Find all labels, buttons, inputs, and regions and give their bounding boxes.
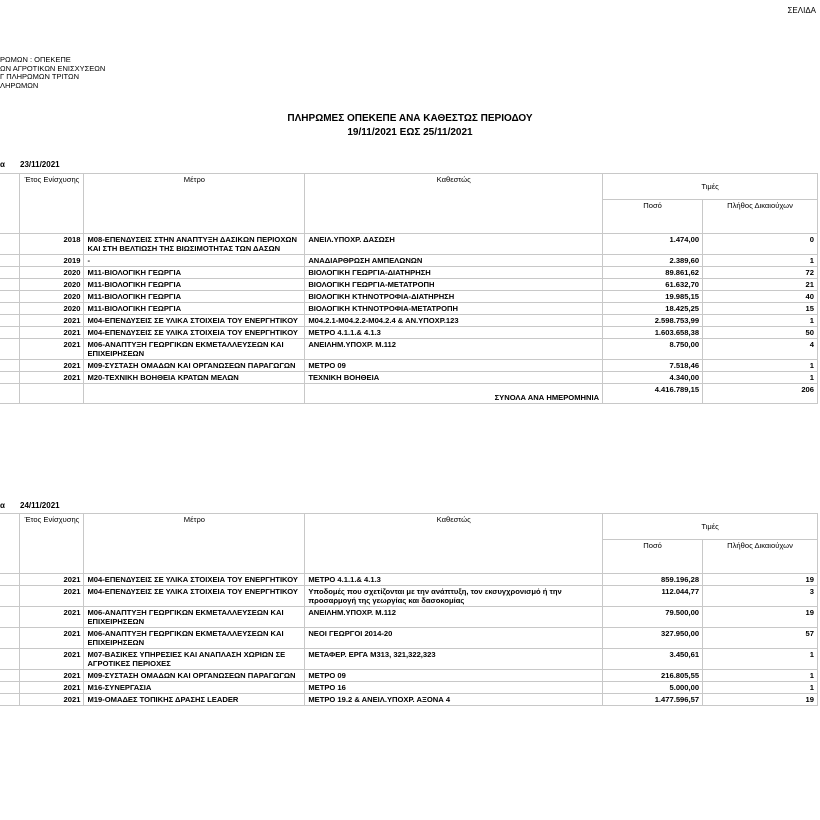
cell-status: ΒΙΟΛΟΓΙΚΗ ΚΤΗΝΟΤΡΟΦΙΑ-ΜΕΤΑΤΡΟΠΗ [305, 303, 603, 315]
header-amount: Ποσό [603, 200, 703, 234]
cell-measure: Μ11-ΒΙΟΛΟΓΙΚΗ ΓΕΩΡΓΙΑ [84, 291, 305, 303]
cell-amount: 2.598.753,99 [603, 315, 703, 327]
table-row [0, 303, 818, 315]
organization-header [0, 56, 105, 90]
row-spacer [20, 384, 84, 404]
cell-beneficiaries: 19 [703, 607, 818, 628]
cell-measure: Μ11-ΒΙΟΛΟΓΙΚΗ ΓΕΩΡΓΙΑ [84, 303, 305, 315]
cell-beneficiaries: 4 [703, 339, 818, 360]
cell-year: 2021 [20, 649, 84, 670]
cell-year: 2021 [20, 628, 84, 649]
cell-year: 2020 [20, 291, 84, 303]
row-spacer [0, 670, 20, 682]
page-label: ΣΕΛΙΔΑ [787, 6, 816, 15]
cell-year: 2021 [20, 694, 84, 706]
cell-amount: 8.750,00 [603, 339, 703, 360]
cell-year: 2021 [20, 586, 84, 607]
cell-status: ΒΙΟΛΟΓΙΚΗ ΚΤΗΝΟΤΡΟΦΙΑ-ΔΙΑΤΗΡΗΣΗ [305, 291, 603, 303]
table-row [0, 291, 818, 303]
cell-status: ΜΕΤΡΟ 4.1.1.& 4.1.3 [305, 574, 603, 586]
cell-amount: 1.603.658,38 [603, 327, 703, 339]
cell-status: ΝΕΟΙ ΓΕΩΡΓΟΙ 2014-20 [305, 628, 603, 649]
org-line: ΡΩΜΩΝ : ΟΠΕΚΕΠΕ [0, 55, 71, 64]
header-values: Τιμές [603, 514, 818, 540]
header-values: Τιμές [603, 174, 818, 200]
header-year: Έτος Ενίσχυσης [20, 514, 84, 574]
table-row [0, 327, 818, 339]
cell-beneficiaries: 1 [703, 372, 818, 384]
row-spacer [0, 649, 20, 670]
cell-year: 2021 [20, 574, 84, 586]
cell-amount: 79.500,00 [603, 607, 703, 628]
cell-beneficiaries: 57 [703, 628, 818, 649]
row-spacer [0, 303, 20, 315]
cell-measure: Μ04-ΕΠΕΝΔΥΣΕΙΣ ΣΕ ΥΛΙΚΑ ΣΤΟΙΧΕΙΑ ΤΟΥ ΕΝΕΡΓΗΤΙΚΟΥ [84, 586, 305, 607]
row-spacer [0, 682, 20, 694]
cell-status: ΜΕΤΡΟ 4.1.1.& 4.1.3 [305, 327, 603, 339]
totals-label: ΣΥΝΟΛΑ ΑΝΑ ΗΜΕΡΟΜΗΝΙΑ [305, 384, 603, 404]
header-amount: Ποσό [603, 540, 703, 574]
cell-status: ΑΝΕΙΛ.ΥΠΟΧΡ. ΔΑΣΩΣΗ [305, 234, 603, 255]
section-date-prefix: α [0, 160, 5, 169]
cell-amount: 859.196,28 [603, 574, 703, 586]
cell-beneficiaries: 1 [703, 315, 818, 327]
table-row [0, 315, 818, 327]
cell-amount: 5.000,00 [603, 682, 703, 694]
cell-measure: Μ11-ΒΙΟΛΟΓΙΚΗ ΓΕΩΡΓΙΑ [84, 267, 305, 279]
cell-year: 2021 [20, 360, 84, 372]
cell-status: ΑΝΕΙΛΗΜ.ΥΠΟΧΡ. Μ.112 [305, 607, 603, 628]
cell-status: ΜΕΤΡΟ 09 [305, 360, 603, 372]
cell-measure: Μ04-ΕΠΕΝΔΥΣΕΙΣ ΣΕ ΥΛΙΚΑ ΣΤΟΙΧΕΙΑ ΤΟΥ ΕΝΕΡΓΗΤΙΚΟΥ [84, 315, 305, 327]
table-row [0, 574, 818, 586]
cell-measure: Μ11-ΒΙΟΛΟΓΙΚΗ ΓΕΩΡΓΙΑ [84, 279, 305, 291]
cell-year: 2021 [20, 315, 84, 327]
cell-measure: Μ16-ΣΥΝΕΡΓΑΣΙΑ [84, 682, 305, 694]
cell-beneficiaries: 40 [703, 291, 818, 303]
cell-measure: Μ06-ΑΝΑΠΤΥΞΗ ΓΕΩΡΓΙΚΩΝ ΕΚΜΕΤΑΛΛΕΥΣΕΩΝ ΚΑΙ ΕΠΙΧΕΙΡΗΣΕΩΝ [84, 628, 305, 649]
table-row [0, 279, 818, 291]
cell-year: 2021 [20, 327, 84, 339]
table-row [0, 628, 818, 649]
cell-measure: Μ08-ΕΠΕΝΔΥΣΕΙΣ ΣΤΗΝ ΑΝΑΠΤΥΞΗ ΔΑΣΙΚΩΝ ΠΕΡΙΟΧΩΝ ΚΑΙ ΣΤΗ ΒΕΛΤΙΩΣΗ ΤΗΣ ΒΙΩΣΙΜΟΤΗΤΑΣ ΤΩΝ ΔΑΣΩΝ [84, 234, 305, 255]
header-beneficiaries: Πλήθος Δικαιούχων [703, 200, 818, 234]
cell-beneficiaries: 50 [703, 327, 818, 339]
table-row [0, 682, 818, 694]
cell-year: 2021 [20, 607, 84, 628]
cell-year: 2021 [20, 339, 84, 360]
row-spacer [0, 279, 20, 291]
cell-beneficiaries: 72 [703, 267, 818, 279]
table-row [0, 372, 818, 384]
report-period: 19/11/2021 ΕΩΣ 25/11/2021 [347, 127, 473, 138]
cell-amount: 2.389,60 [603, 255, 703, 267]
header-measure: Μέτρο [84, 514, 305, 574]
section-date: 23/11/2021 [20, 160, 60, 169]
cell-amount: 89.861,62 [603, 267, 703, 279]
cell-amount: 1.474,00 [603, 234, 703, 255]
cell-status: ΜΕΤΡΟ 09 [305, 670, 603, 682]
row-spacer [0, 339, 20, 360]
cell-amount: 216.805,55 [603, 670, 703, 682]
header-beneficiaries: Πλήθος Δικαιούχων [703, 540, 818, 574]
row-spacer [0, 267, 20, 279]
cell-amount: 327.950,00 [603, 628, 703, 649]
row-spacer [0, 234, 20, 255]
org-line: Γ ΠΛΗΡΩΜΩΝ ΤΡΙΤΩΝ [0, 72, 80, 82]
cell-measure: Μ20-ΤΕΧΝΙΚΗ ΒΟΗΘΕΙΑ ΚΡΑΤΩΝ ΜΕΛΩΝ [84, 372, 305, 384]
row-spacer [0, 327, 20, 339]
cell-measure: Μ06-ΑΝΑΠΤΥΞΗ ΓΕΩΡΓΙΚΩΝ ΕΚΜΕΤΑΛΛΕΥΣΕΩΝ ΚΑΙ ΕΠΙΧΕΙΡΗΣΕΩΝ [84, 607, 305, 628]
table-row [0, 234, 818, 255]
table-row [0, 694, 818, 706]
section-date-prefix: α [0, 501, 5, 510]
section-date: 24/11/2021 [20, 501, 60, 510]
cell-status: ΑΝΑΔΙΑΡΘΡΩΣΗ ΑΜΠΕΛΩΝΩΝ [305, 255, 603, 267]
cell-amount: 61.632,70 [603, 279, 703, 291]
cell-status: ΒΙΟΛΟΓΙΚΗ ΓΕΩΡΓΙΑ-ΜΕΤΑΤΡΟΠΗ [305, 279, 603, 291]
cell-status: ΜΕΤΡΟ 19.2 & ΑΝΕΙΛ.ΥΠΟΧΡ. ΑΞΟΝΑ 4 [305, 694, 603, 706]
cell-year: 2020 [20, 303, 84, 315]
cell-year: 2021 [20, 670, 84, 682]
cell-measure: Μ09-ΣΥΣΤΑΣΗ ΟΜΑΔΩΝ ΚΑΙ ΟΡΓΑΝΩΣΕΩΝ ΠΑΡΑΓΩΓΩΝ [84, 360, 305, 372]
cell-measure: Μ04-ΕΠΕΝΔΥΣΕΙΣ ΣΕ ΥΛΙΚΑ ΣΤΟΙΧΕΙΑ ΤΟΥ ΕΝΕΡΓΗΤΙΚΟΥ [84, 574, 305, 586]
cell-year: 2020 [20, 279, 84, 291]
row-spacer [0, 574, 20, 586]
cell-amount: 1.477.596,57 [603, 694, 703, 706]
payments-table-section-1 [0, 173, 818, 404]
cell-beneficiaries: 0 [703, 234, 818, 255]
header-year: Έτος Ενίσχυσης [20, 174, 84, 234]
cell-amount: 18.425,25 [603, 303, 703, 315]
cell-beneficiaries: 1 [703, 670, 818, 682]
cell-beneficiaries: 1 [703, 649, 818, 670]
cell-measure: Μ09-ΣΥΣΤΑΣΗ ΟΜΑΔΩΝ ΚΑΙ ΟΡΓΑΝΩΣΕΩΝ ΠΑΡΑΓΩΓΩΝ [84, 670, 305, 682]
header-status: Καθεστώς [305, 514, 603, 574]
row-spacer [0, 628, 20, 649]
header-measure: Μέτρο [84, 174, 305, 234]
cell-status: Μ04.2.1-Μ04.2.2-Μ04.2.4 & ΑΝ.ΥΠΟΧΡ.123 [305, 315, 603, 327]
cell-amount: 4.340,00 [603, 372, 703, 384]
cell-year: 2019 [20, 255, 84, 267]
totals-amount: 4.416.789,15 [603, 384, 703, 404]
table-row [0, 586, 818, 607]
table-row [0, 360, 818, 372]
cell-year: 2021 [20, 682, 84, 694]
cell-measure: Μ07-ΒΑΣΙΚΕΣ ΥΠΗΡΕΣΙΕΣ ΚΑΙ ΑΝΑΠΛΑΣΗ ΧΩΡΙΩΝ ΣΕ ΑΓΡΟΤΙΚΕΣ ΠΕΡΙΟΧΕΣ [84, 649, 305, 670]
cell-beneficiaries: 19 [703, 574, 818, 586]
cell-amount: 7.518,46 [603, 360, 703, 372]
cell-measure: Μ04-ΕΠΕΝΔΥΣΕΙΣ ΣΕ ΥΛΙΚΑ ΣΤΟΙΧΕΙΑ ΤΟΥ ΕΝΕΡΓΗΤΙΚΟΥ [84, 327, 305, 339]
cell-amount: 112.044,77 [603, 586, 703, 607]
row-spacer [0, 291, 20, 303]
cell-beneficiaries: 1 [703, 360, 818, 372]
cell-measure: - [84, 255, 305, 267]
cell-status: ΒΙΟΛΟΓΙΚΗ ΓΕΩΡΓΙΑ-ΔΙΑΤΗΡΗΣΗ [305, 267, 603, 279]
cell-measure: Μ06-ΑΝΑΠΤΥΞΗ ΓΕΩΡΓΙΚΩΝ ΕΚΜΕΤΑΛΛΕΥΣΕΩΝ ΚΑΙ ΕΠΙΧΕΙΡΗΣΕΩΝ [84, 339, 305, 360]
row-spacer [0, 360, 20, 372]
cell-amount: 3.450,61 [603, 649, 703, 670]
totals-beneficiaries: 206 [703, 384, 818, 404]
row-spacer [0, 255, 20, 267]
cell-measure: Μ19-ΟΜΑΔΕΣ ΤΟΠΙΚΗΣ ΔΡΑΣΗΣ LEADER [84, 694, 305, 706]
header-status: Καθεστώς [305, 174, 603, 234]
cell-beneficiaries: 1 [703, 255, 818, 267]
row-spacer [0, 586, 20, 607]
row-spacer [0, 694, 20, 706]
cell-status: Υποδομές που σχετίζονται με την ανάπτυξη, τον εκσυγχρονισμό ή την προσαρμογή της γεωργίας και δασοκομίας [305, 586, 603, 607]
cell-beneficiaries: 21 [703, 279, 818, 291]
row-spacer [0, 384, 20, 404]
cell-year: 2018 [20, 234, 84, 255]
row-spacer [0, 607, 20, 628]
row-spacer [0, 315, 20, 327]
cell-beneficiaries: 15 [703, 303, 818, 315]
table-row [0, 267, 818, 279]
row-spacer [84, 384, 305, 404]
table-row [0, 607, 818, 628]
cell-status: ΜΕΤΑΦΕΡ. ΕΡΓΑ Μ313, 321,322,323 [305, 649, 603, 670]
org-line: ΛΗΡΩΜΩΝ [0, 80, 39, 90]
cell-year: 2021 [20, 372, 84, 384]
cell-status: ΑΝΕΙΛΗΜ.ΥΠΟΧΡ. Μ.112 [305, 339, 603, 360]
cell-status: ΤΕΧΝΙΚΗ ΒΟΗΘΕΙΑ [305, 372, 603, 384]
cell-amount: 19.985,15 [603, 291, 703, 303]
table-row [0, 649, 818, 670]
table-row [0, 339, 818, 360]
cell-beneficiaries: 1 [703, 682, 818, 694]
report-title: ΠΛΗΡΩΜΕΣ ΟΠΕΚΕΠΕ ΑΝΑ ΚΑΘΕΣΤΩΣ ΠΕΡΙΟΔΟΥ [287, 113, 533, 124]
row-spacer [0, 372, 20, 384]
cell-beneficiaries: 3 [703, 586, 818, 607]
table-row [0, 670, 818, 682]
payments-table-section-2 [0, 513, 818, 706]
table-row [0, 255, 818, 267]
org-line: ΩΝ ΑΓΡΟΤΙΚΩΝ ΕΝΙΣΧΥΣΕΩΝ [0, 63, 106, 73]
cell-beneficiaries: 19 [703, 694, 818, 706]
cell-year: 2020 [20, 267, 84, 279]
totals-row [0, 384, 818, 404]
cell-status: ΜΕΤΡΟ 16 [305, 682, 603, 694]
